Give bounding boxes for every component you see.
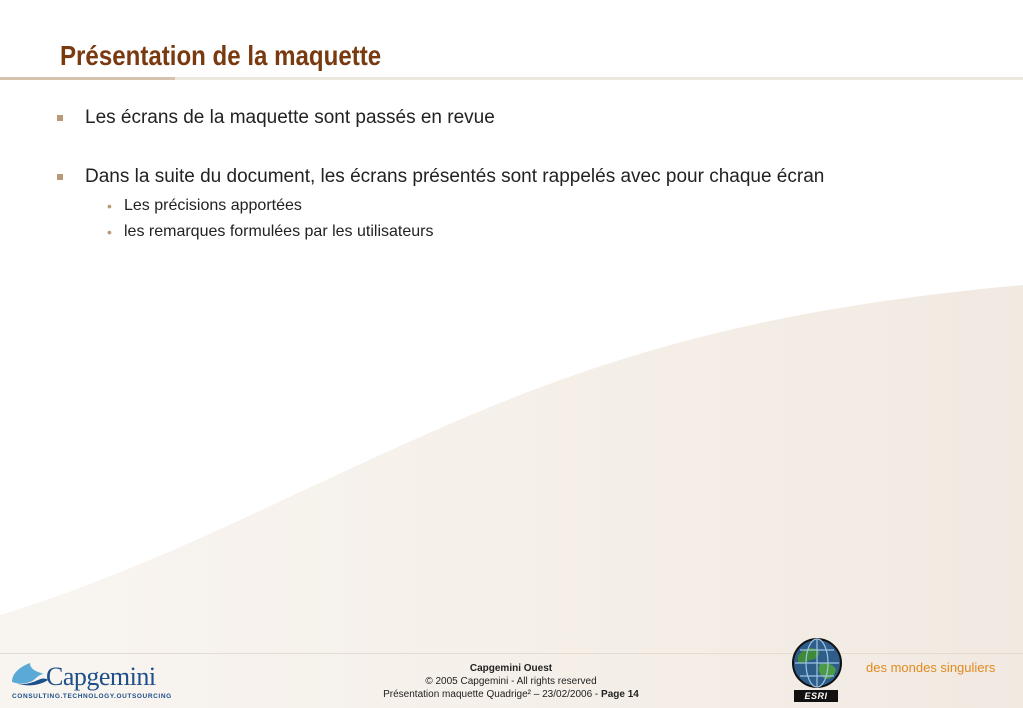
dot-bullet-icon: • <box>107 198 112 214</box>
dot-bullet-icon: • <box>107 224 112 240</box>
bullet-text: Dans la suite du document, les écrans présentés sont rappelés avec pour chaque écran <box>85 166 825 187</box>
sub-bullet-item <box>57 193 977 219</box>
sub-bullet-text: les remarques formulées par les utilisateurs <box>124 223 434 240</box>
sub-bullet-item <box>57 219 977 245</box>
slogan-text: des mondes singuliers <box>866 660 996 675</box>
sub-bullet-text: Les précisions apportées <box>124 197 302 214</box>
footer-document-line <box>330 688 692 701</box>
globe-icon <box>790 636 844 690</box>
page-number: Page 14 <box>601 689 639 700</box>
square-bullet-icon <box>57 174 63 180</box>
footer-copyright: © 2005 Capgemini - All rights reserved <box>425 676 597 687</box>
sub-bullet-list <box>57 193 977 245</box>
slide-title: Présentation de la maquette <box>60 40 382 71</box>
title-divider-accent <box>0 77 175 80</box>
esri-logo <box>790 636 844 706</box>
footer-divider <box>0 653 1023 654</box>
esri-label: ESRI <box>794 690 838 702</box>
bullet-item <box>57 165 977 189</box>
title-divider <box>0 77 1023 80</box>
capgemini-logo <box>8 660 172 704</box>
square-bullet-icon <box>57 115 63 121</box>
bullet-item <box>57 106 977 130</box>
capgemini-tagline: CONSULTING.TECHNOLOGY.OUTSOURCING <box>12 693 172 700</box>
capgemini-wordmark: Capgemini <box>46 662 156 691</box>
footer-info <box>330 662 692 701</box>
footer-document: Présentation maquette Quadrige² – 23/02/2006 - <box>383 689 602 700</box>
footer-company: Capgemini Ouest <box>469 663 553 674</box>
slide-body <box>57 106 977 245</box>
bullet-text: Les écrans de la maquette sont passés en revue <box>85 107 495 128</box>
